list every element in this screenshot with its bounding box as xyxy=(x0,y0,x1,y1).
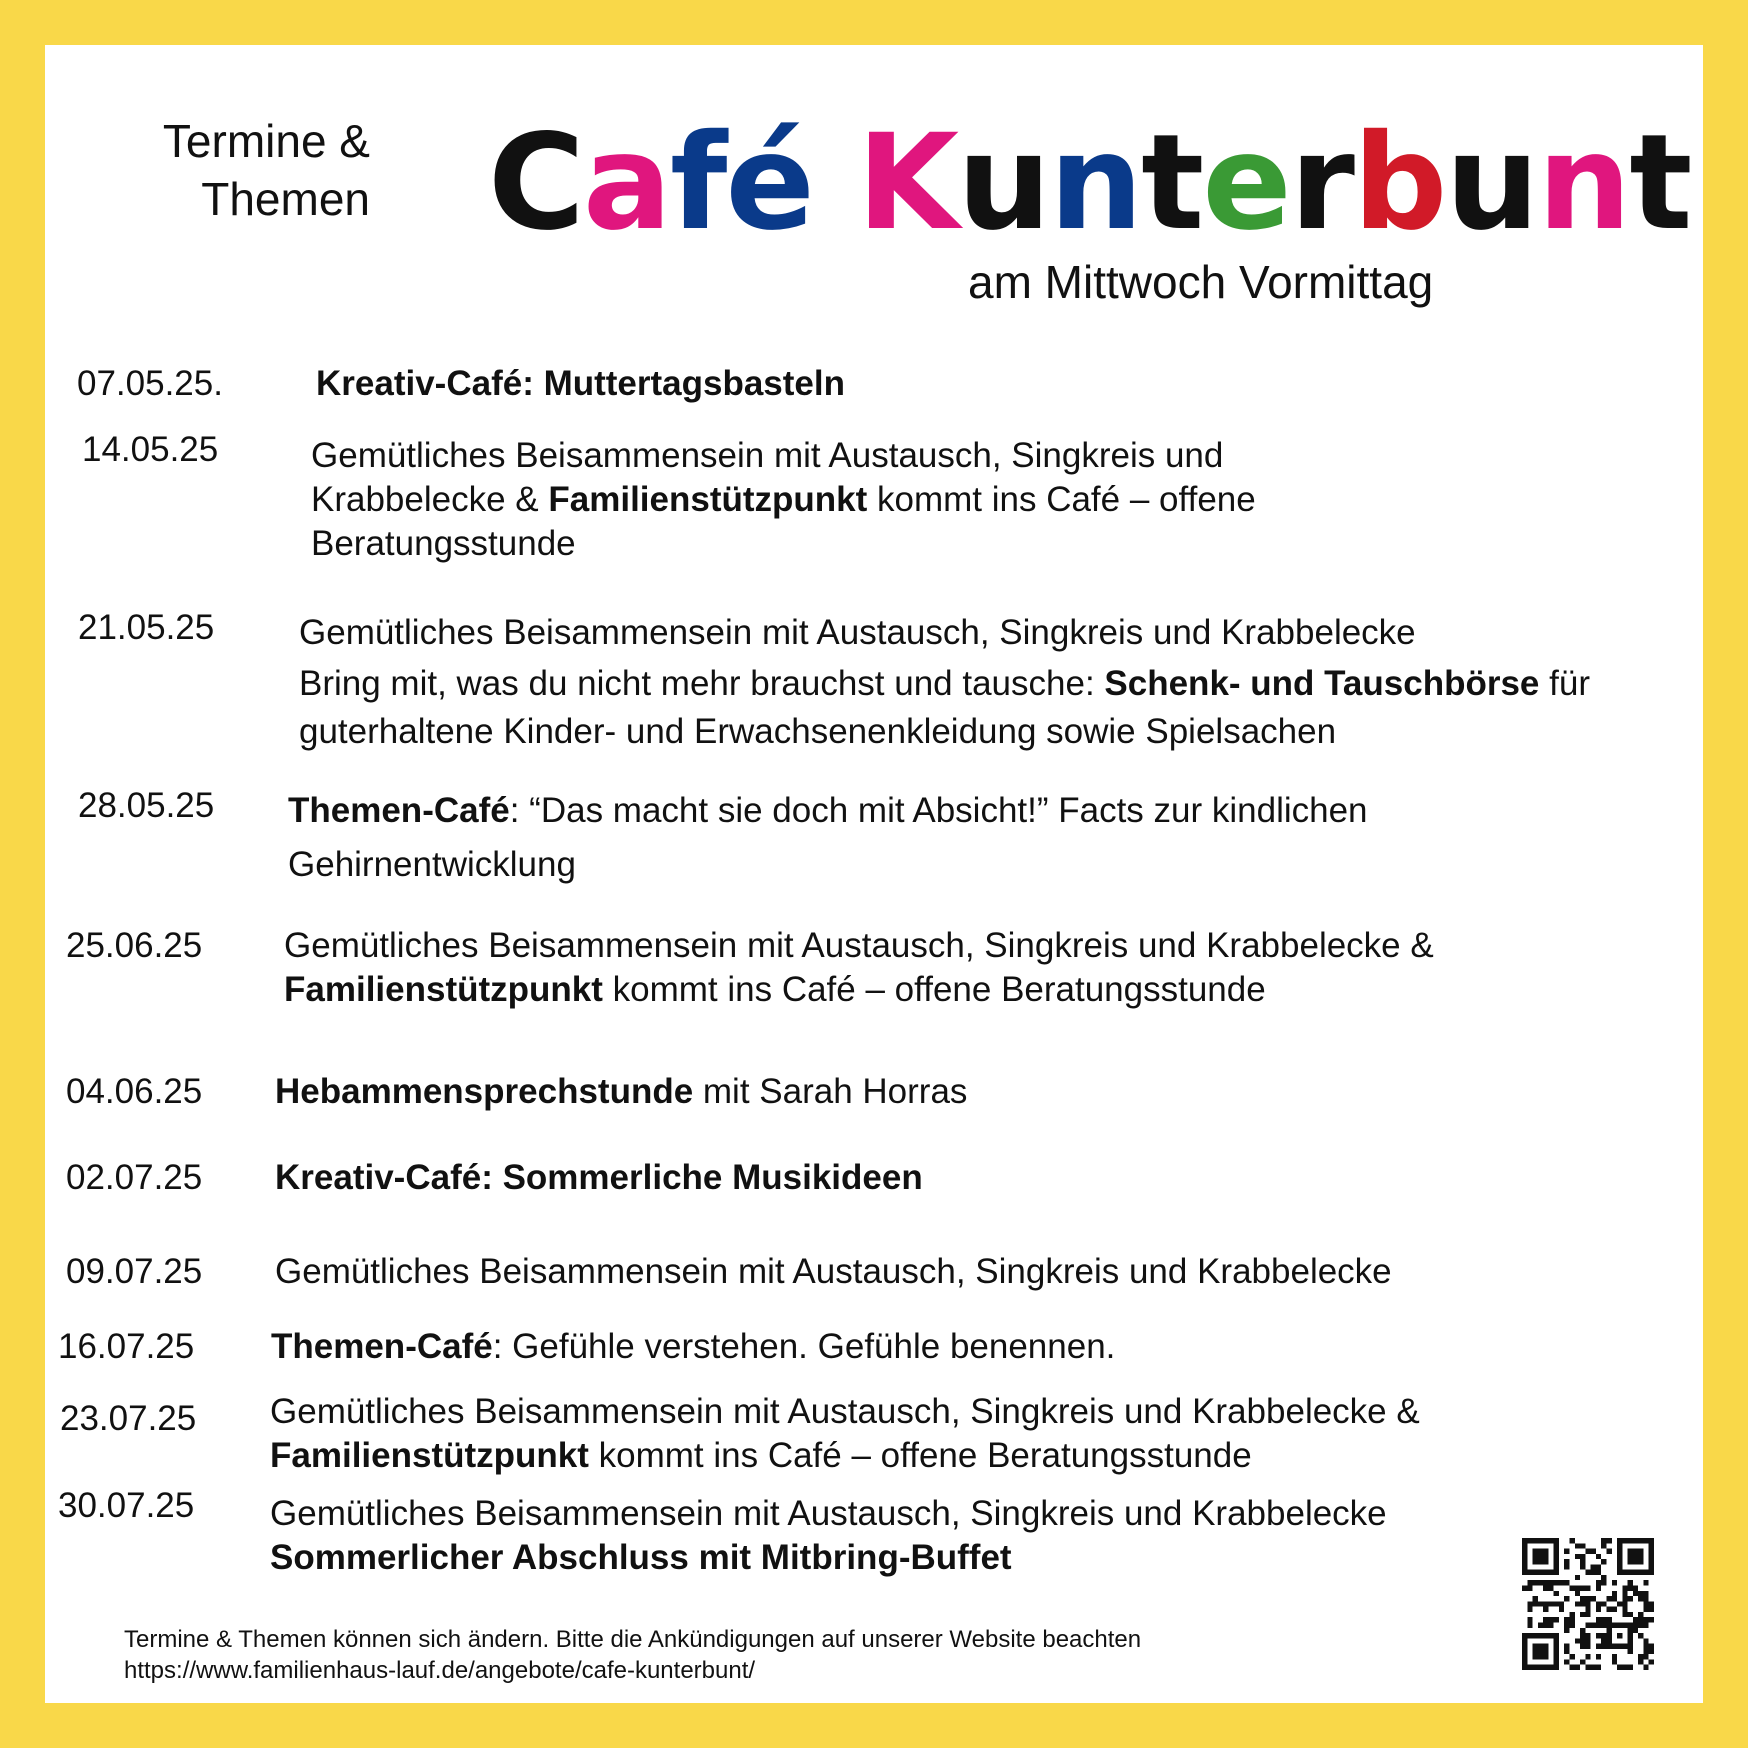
event-description-line xyxy=(270,1492,1387,1536)
event-description-line xyxy=(271,1325,1115,1369)
cafe-kunterbunt-logo xyxy=(488,108,1690,258)
event-text: mit Sarah Horras xyxy=(693,1072,968,1111)
event-description xyxy=(270,1492,1387,1580)
event-description xyxy=(316,362,845,406)
logo-letter: K xyxy=(856,106,958,260)
event-text: Gemütliches Beisammensein mit Austausch, Singkreis und Krabbelecke xyxy=(299,613,1416,652)
logo-letter: é xyxy=(725,106,813,260)
event-text: Gemütliches Beisammensein mit Austausch, Singkreis und Krabbelecke xyxy=(270,1494,1387,1533)
subtitle-line-2: Themen xyxy=(201,173,370,225)
event-highlight: Hebammensprechstunde xyxy=(275,1072,694,1111)
event-date: 04.06.25 xyxy=(66,1072,203,1111)
event-text: guterhaltene Kinder- und Erwachsenenkleidung sowie Spielsachen xyxy=(299,712,1337,751)
logo-letter: r xyxy=(1289,106,1353,260)
event-description-line xyxy=(299,606,1590,660)
logo-letter: u xyxy=(957,106,1050,260)
event-text: Bring mit, was du nicht mehr brauchst und tausche: xyxy=(299,664,1105,703)
event-text: : “Das macht sie doch mit Absicht!” Facts zur kindlichen xyxy=(509,791,1368,830)
event-text: Gemütliches Beisammensein mit Austausch, Singkreis und xyxy=(311,436,1224,475)
event-date: 23.07.25 xyxy=(60,1399,197,1438)
qr-code-icon[interactable] xyxy=(1522,1538,1654,1670)
event-description-line xyxy=(316,362,845,406)
header-subtitle xyxy=(130,112,370,228)
event-text: Gehirnentwicklung xyxy=(288,845,576,884)
event-text: für xyxy=(1539,664,1590,703)
event-description xyxy=(271,1325,1115,1369)
footer-url[interactable]: https://www.familienhaus-lauf.de/angebote/cafe-kunterbunt/ xyxy=(124,1657,756,1684)
event-text: : Gefühle verstehen. Gefühle benennen. xyxy=(492,1327,1116,1366)
event-description xyxy=(284,924,1434,1012)
event-description-line xyxy=(275,1156,923,1200)
event-text: kommt ins Café – offene Beratungsstunde xyxy=(588,1436,1252,1475)
event-date: 28.05.25 xyxy=(78,786,215,825)
event-date: 09.07.25 xyxy=(66,1252,203,1291)
event-highlight: Kreativ-Café: Muttertagsbasteln xyxy=(316,364,845,403)
event-text: Gemütliches Beisammensein mit Austausch, Singkreis und Krabbelecke & xyxy=(270,1392,1420,1431)
event-date: 25.06.25 xyxy=(66,926,203,965)
event-description-line xyxy=(275,1070,967,1114)
logo-letter: f xyxy=(669,106,726,260)
logo-letter: b xyxy=(1352,106,1446,260)
event-description-line xyxy=(284,924,1434,968)
event-date: 30.07.25 xyxy=(58,1486,195,1525)
logo-letter: C xyxy=(488,106,583,260)
event-description-line xyxy=(288,838,1368,892)
event-description xyxy=(275,1156,923,1200)
event-description xyxy=(270,1390,1420,1478)
event-highlight: Kreativ-Café: Sommerliche Musikideen xyxy=(275,1158,923,1197)
event-description-line xyxy=(299,660,1590,708)
event-text: kommt ins Café – offene Beratungsstunde xyxy=(602,970,1266,1009)
event-description-line xyxy=(311,522,1256,566)
event-date: 21.05.25 xyxy=(78,608,215,647)
event-description-line xyxy=(275,1250,1392,1294)
logo-letter: n xyxy=(1537,106,1630,260)
event-description xyxy=(299,606,1590,756)
event-description-line xyxy=(288,784,1368,838)
logo-letter: t xyxy=(1629,106,1691,260)
event-description-line xyxy=(270,1434,1420,1478)
logo-letter: n xyxy=(1049,106,1142,260)
footer-note: Termine & Themen können sich ändern. Bitte die Ankündigungen auf unserer Website beachten xyxy=(124,1626,1142,1653)
event-highlight: Themen-Café xyxy=(271,1327,493,1366)
event-description xyxy=(311,434,1256,566)
logo-letter: e xyxy=(1202,106,1290,260)
event-description xyxy=(275,1070,967,1114)
event-description-line xyxy=(299,708,1590,756)
event-date: 07.05.25. xyxy=(77,364,223,403)
event-description-line xyxy=(284,968,1434,1012)
event-description-line xyxy=(311,478,1256,522)
logo-letter xyxy=(813,108,857,258)
footer xyxy=(124,1624,1141,1686)
event-highlight: Familienstützpunkt xyxy=(284,970,603,1009)
event-description-line xyxy=(311,434,1256,478)
event-description-line xyxy=(270,1536,1387,1580)
event-highlight: Familienstützpunkt xyxy=(270,1436,589,1475)
event-date: 14.05.25 xyxy=(82,430,219,469)
event-text: Krabbelecke & xyxy=(311,480,549,519)
event-text: kommt ins Café – offene xyxy=(867,480,1256,519)
logo-letter: t xyxy=(1141,106,1203,260)
event-description-line xyxy=(270,1390,1420,1434)
event-description xyxy=(275,1250,1392,1294)
event-description xyxy=(288,784,1368,892)
event-highlight: Schenk- und Tauschbörse xyxy=(1104,664,1540,703)
event-date: 16.07.25 xyxy=(58,1327,195,1366)
event-date: 02.07.25 xyxy=(66,1158,203,1197)
event-text: Gemütliches Beisammensein mit Austausch, Singkreis und Krabbelecke xyxy=(275,1252,1392,1291)
tagline: am Mittwoch Vormittag xyxy=(968,256,1434,308)
subtitle-line-1: Termine & xyxy=(162,115,370,167)
logo-letter: u xyxy=(1445,106,1538,260)
event-text: Beratungsstunde xyxy=(311,524,576,563)
event-highlight: Themen-Café xyxy=(288,791,510,830)
event-highlight: Sommerlicher Abschluss mit Mitbring-Buffet xyxy=(270,1538,1012,1577)
event-highlight: Familienstützpunkt xyxy=(548,480,868,519)
event-text: Gemütliches Beisammensein mit Austausch, Singkreis und Krabbelecke & xyxy=(284,926,1434,965)
logo-letter: a xyxy=(582,106,670,260)
